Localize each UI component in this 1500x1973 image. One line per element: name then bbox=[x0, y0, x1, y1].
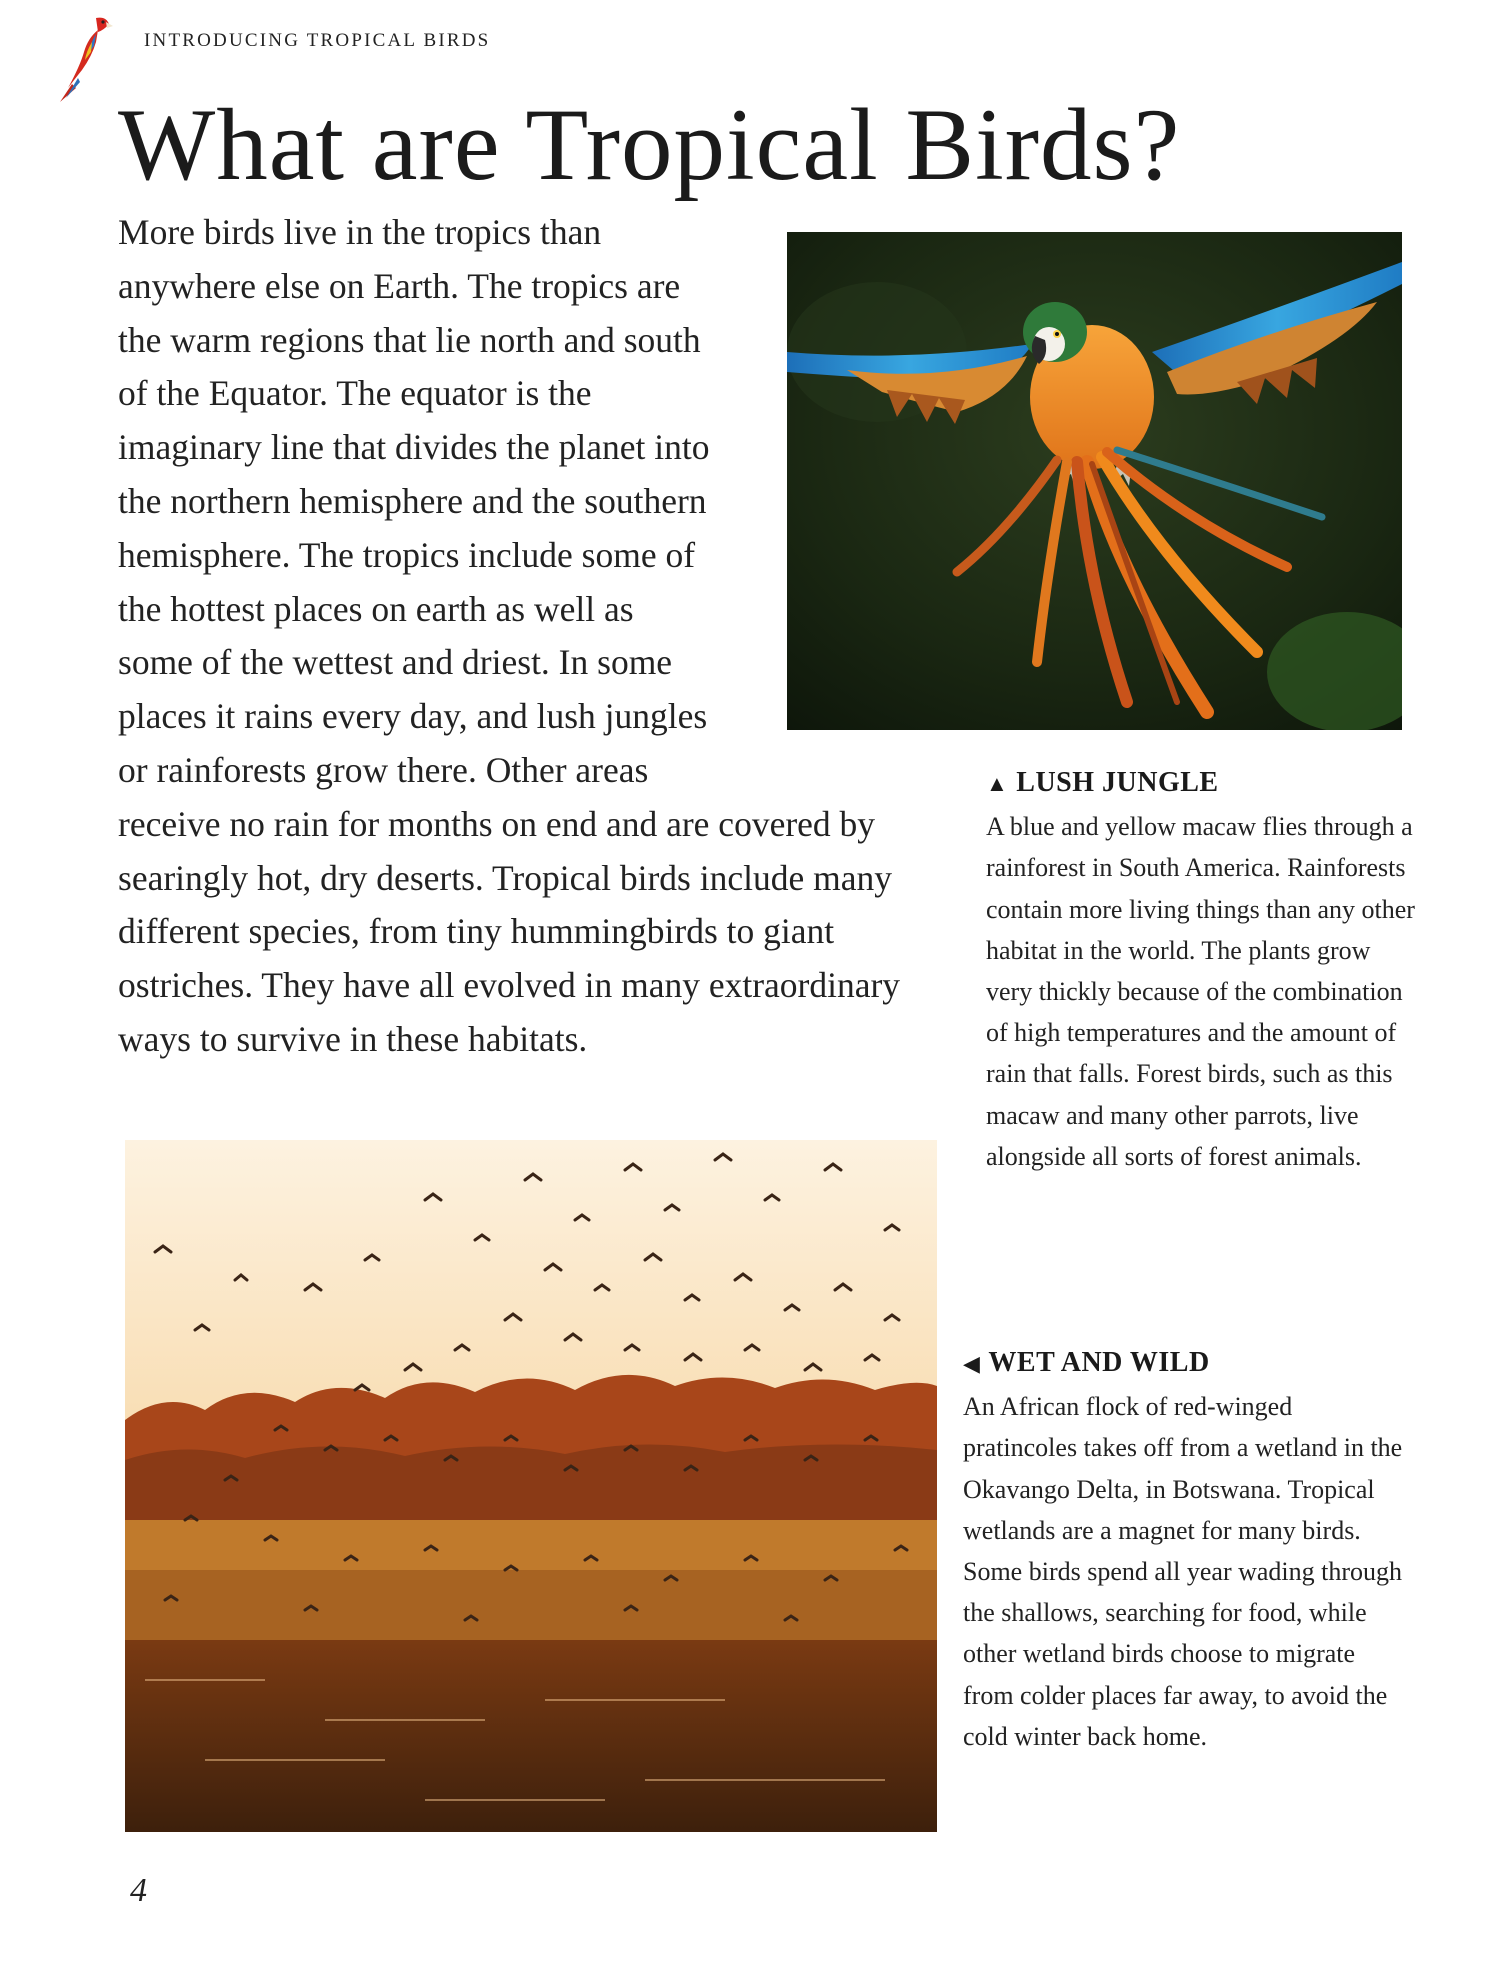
caption-text: An African flock of red-winged pratincoles takes off from a wetland in the Okavango Delta, in Botswana. Tropical wetlands are a magnet for many birds. Some birds spend all year wading through the shallows, searching for food, while other wetland birds choose to migrate from colder places far away, to avoid the cold winter back home. bbox=[963, 1392, 1403, 1751]
pratincole-flock-photo bbox=[125, 1140, 937, 1832]
caption-heading-text: WET AND WILD bbox=[988, 1347, 1210, 1378]
caption-heading bbox=[986, 762, 1416, 804]
scarlet-macaw-icon bbox=[52, 8, 124, 104]
caption-heading bbox=[963, 1342, 1408, 1384]
caption-heading-text: LUSH JUNGLE bbox=[1016, 767, 1219, 798]
flock-caption bbox=[963, 1342, 1408, 1757]
page-number: 4 bbox=[130, 1872, 147, 1909]
left-arrow-icon: ◀ bbox=[963, 1351, 981, 1376]
intro-paragraph: More birds live in the tropics than anywhere else on Earth. The tropics are the warm regions that lie north and south of the Equator. The equator is the imaginary line that divides the planet into the northern hemisphere and the southern hemisphere. The tropics include some of the hottest places on earth as well as some of the wettest and driest. In some places it rains every day, and lush jungles or rainforests grow there. Other areas receive no rain for months on end and are covered by searingly hot, dry deserts. Tropical birds include many different species, from tiny hummingbirds to giant ostriches. They have all evolved in many extraordinary ways to survive in these habitats. bbox=[118, 212, 901, 1059]
up-arrow-icon: ▲ bbox=[986, 771, 1009, 796]
caption-text: A blue and yellow macaw flies through a rainforest in South America. Rainforests contain more living things than any other habitat in the world. The plants grow very thickly because of the combination of high temperatures and the amount of rain that falls. Forest birds, such as this macaw and many other parrots, live alongside all sorts of forest animals. bbox=[986, 812, 1415, 1171]
page-title: What are Tropical Birds? bbox=[118, 88, 1181, 202]
section-label: INTRODUCING TROPICAL BIRDS bbox=[144, 30, 491, 51]
macaw-caption bbox=[986, 762, 1416, 1177]
macaw-photo bbox=[787, 232, 1402, 730]
